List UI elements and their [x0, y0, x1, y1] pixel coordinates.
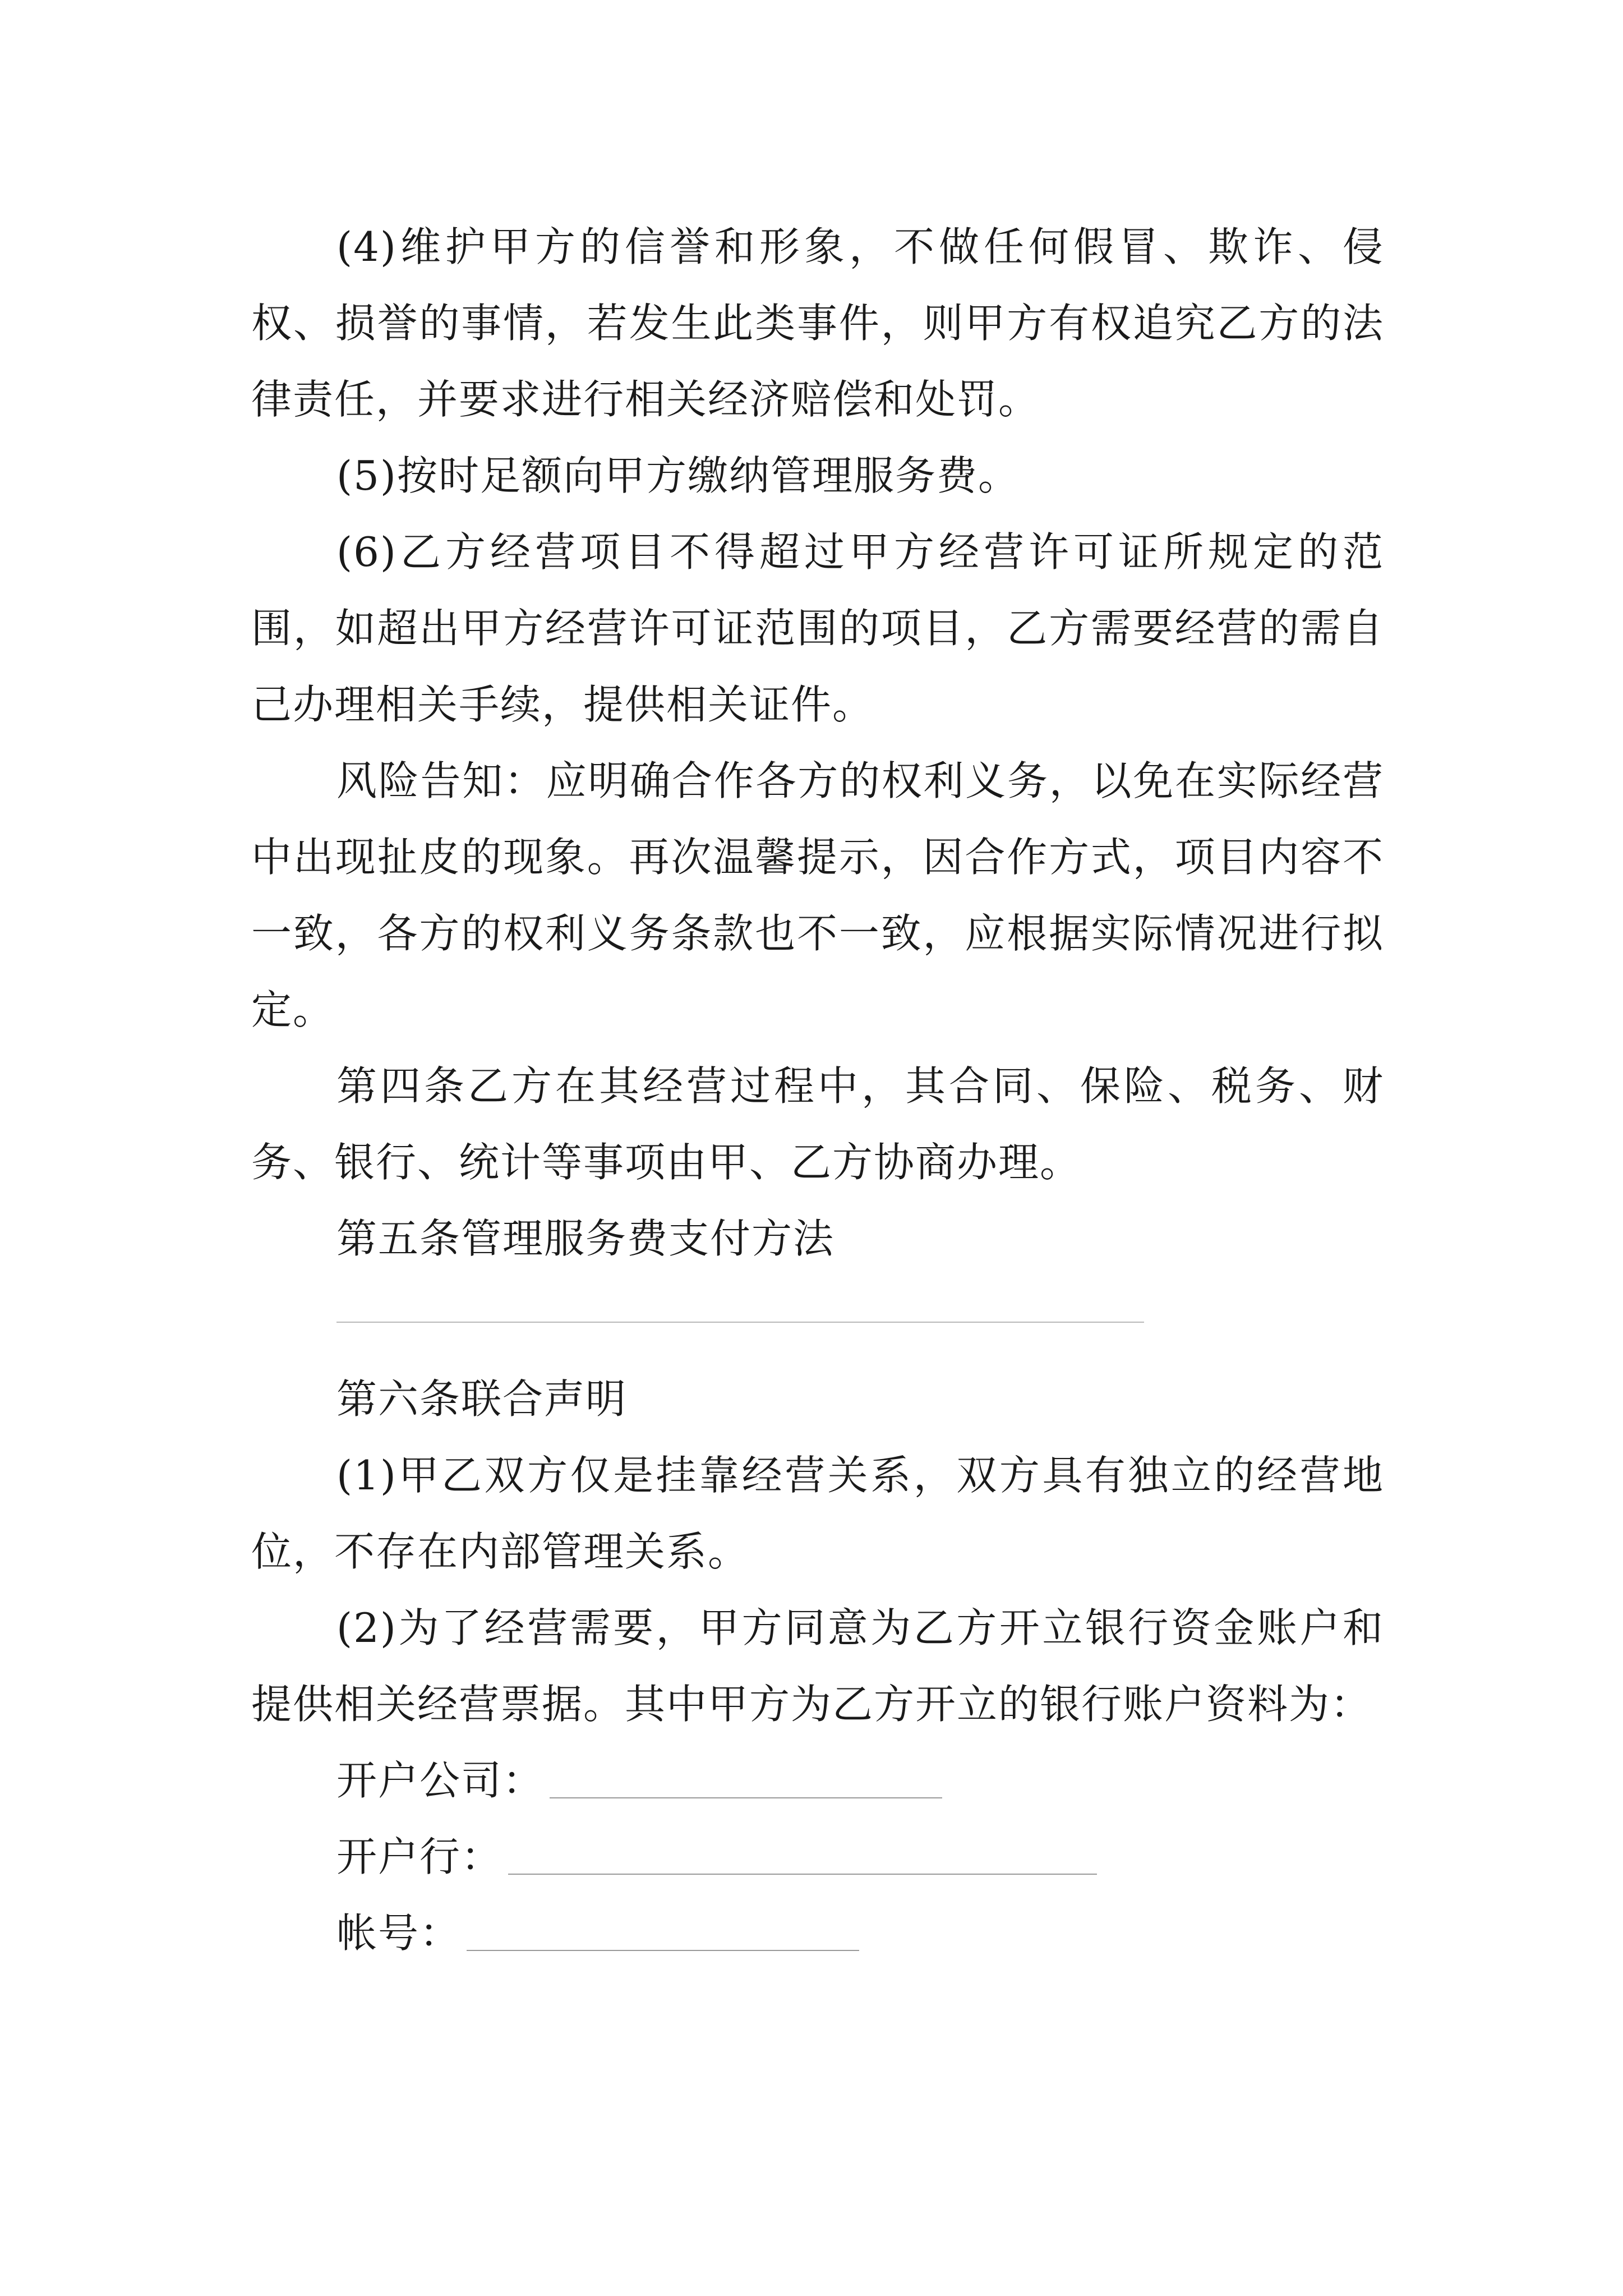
account-number-blank [467, 1950, 859, 1951]
paragraph-risk-notice: 风险告知：应明确合作各方的权利义务，以免在实际经营中出现扯皮的现象。再次温馨提示，因合作方式，项目内容不一致，各方的权利义务条款也不一致，应根据实际情况进行拟定。 [251, 757, 1384, 1033]
bank-field [251, 1819, 1384, 1895]
account-company-blank [550, 1797, 942, 1798]
paragraph-article-4: 第四条乙方在其经营过程中，其合同、保险、税务、财务、银行、统计等事项由甲、乙方协商办理。 [251, 1062, 1384, 1186]
fee-payment-blank-line [251, 1285, 1384, 1361]
bank-blank [508, 1874, 1097, 1875]
paragraph-item-6: (6)乙方经营项目不得超过甲方经营许可证所规定的范围，如超出甲方经营许可证范围的项目，乙方需要经营的需自己办理相关手续，提供相关证件。 [251, 528, 1384, 728]
account-company-label: 开户公司： [336, 1757, 545, 1804]
paragraph-declaration-2: (2)为了经营需要，甲方同意为乙方开立银行资金账户和提供相关经营票据。其中甲方为乙方开立的银行账户资料为： [251, 1604, 1384, 1728]
paragraph-item-4: (4)维护甲方的信誉和形象，不做任何假冒、欺诈、侵权、损誉的事情，若发生此类事件，则甲方有权追究乙方的法律责任，并要求进行相关经济赔偿和处罚。 [251, 223, 1384, 423]
paragraph-article-5: 第五条管理服务费支付方法 [336, 1215, 835, 1262]
blank-underline [336, 1322, 1144, 1323]
account-number-field [251, 1895, 1384, 1971]
account-company-field [251, 1742, 1384, 1819]
bank-label: 开户行： [336, 1833, 503, 1880]
account-number-label: 帐号： [336, 1910, 462, 1957]
paragraph-item-5: (5)按时足额向甲方缴纳管理服务费。 [336, 452, 1020, 499]
paragraph-article-6: 第六条联合声明 [336, 1375, 628, 1423]
document-page [251, 209, 1384, 1971]
paragraph-declaration-1: (1)甲乙双方仅是挂靠经营关系，双方具有独立的经营地位，不存在内部管理关系。 [251, 1452, 1384, 1575]
